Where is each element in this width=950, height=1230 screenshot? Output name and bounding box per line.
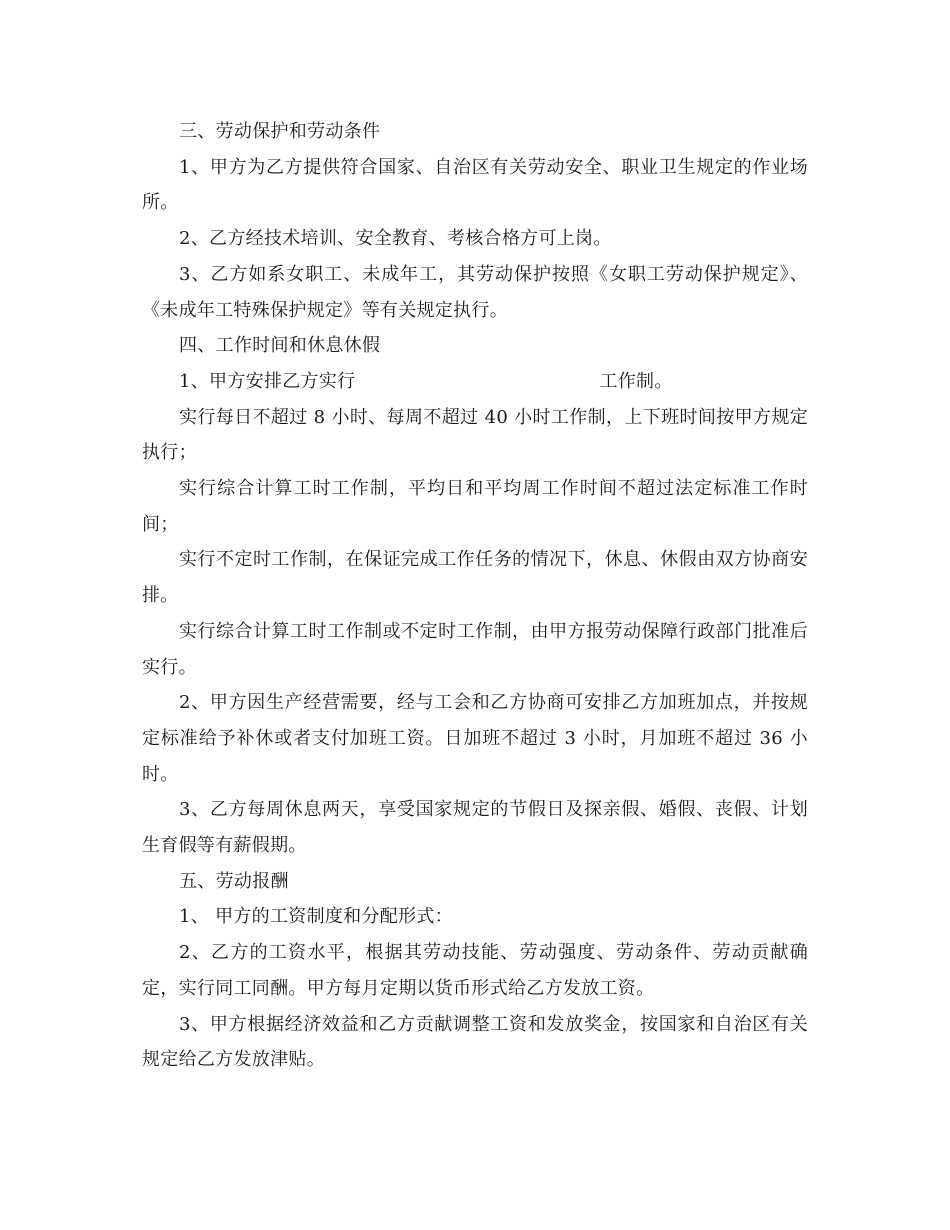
remuneration-item-1: 1、 甲方的工资制度和分配形式： bbox=[179, 906, 453, 928]
hours-approval-note: 实行综合计算工时工作制或不定时工作制，由甲方报劳动保障行政部门批准后实行。 bbox=[142, 620, 808, 678]
work-system-blank bbox=[355, 386, 599, 387]
section-heading-work-hours: 四、工作时间和休息休假 bbox=[179, 335, 381, 357]
remuneration-item-3: 3、甲方根据经济效益和乙方贡献调整工资和发放奖金，按国家和自治区有关规定给乙方发放津贴。 bbox=[142, 1013, 808, 1071]
work-hours-item-1-prefix: 1、甲方安排乙方实行 bbox=[179, 370, 356, 392]
labor-protection-item-3: 3、乙方如系女职工、未成年工，其劳动保护按照《女职工劳动保护规定》、《未成年工特殊保护规定》等有关规定执行。 bbox=[142, 263, 808, 321]
document-body bbox=[142, 114, 808, 1078]
remuneration-item-2: 2、乙方的工资水平，根据其劳动技能、劳动强度、劳动条件、劳动贡献确定，实行同工同酬。甲方每月定期以货币形式给乙方发放工资。 bbox=[142, 942, 808, 999]
standard-hours-option: 实行每日不超过 8 小时、每周不超过 40 小时工作制，上下班时间按甲方规定执行； bbox=[142, 406, 808, 464]
flexible-hours-option: 实行不定时工作制，在保证完成工作任务的情况下，休息、休假由双方协商安排。 bbox=[142, 549, 808, 607]
comprehensive-hours-option: 实行综合计算工时工作制，平均日和平均周工作时间不超过法定标准工作时间； bbox=[142, 478, 808, 535]
work-hours-item-3: 3、乙方每周休息两天，享受国家规定的节假日及探亲假、婚假、丧假、计划生育假等有薪假期。 bbox=[142, 799, 808, 857]
section-heading-remuneration: 五、劳动报酬 bbox=[179, 870, 289, 892]
work-hours-item-1 bbox=[142, 364, 808, 400]
section-heading-labor-protection: 三、劳动保护和劳动条件 bbox=[179, 121, 381, 142]
labor-protection-item-1: 1、甲方为乙方提供符合国家、自治区有关劳动安全、职业卫生规定的作业场所。 bbox=[142, 156, 808, 214]
work-hours-item-2: 2、甲方因生产经营需要，经与工会和乙方协商可安排乙方加班加点，并按规定标准给予补休或者支付加班工资。日加班不超过 3 小时，月加班不超过 36 小时。 bbox=[142, 692, 808, 785]
work-hours-item-1-suffix: 工作制。 bbox=[599, 370, 673, 392]
labor-protection-item-2: 2、乙方经技术培训、安全教育、考核合格方可上岗。 bbox=[179, 228, 612, 250]
